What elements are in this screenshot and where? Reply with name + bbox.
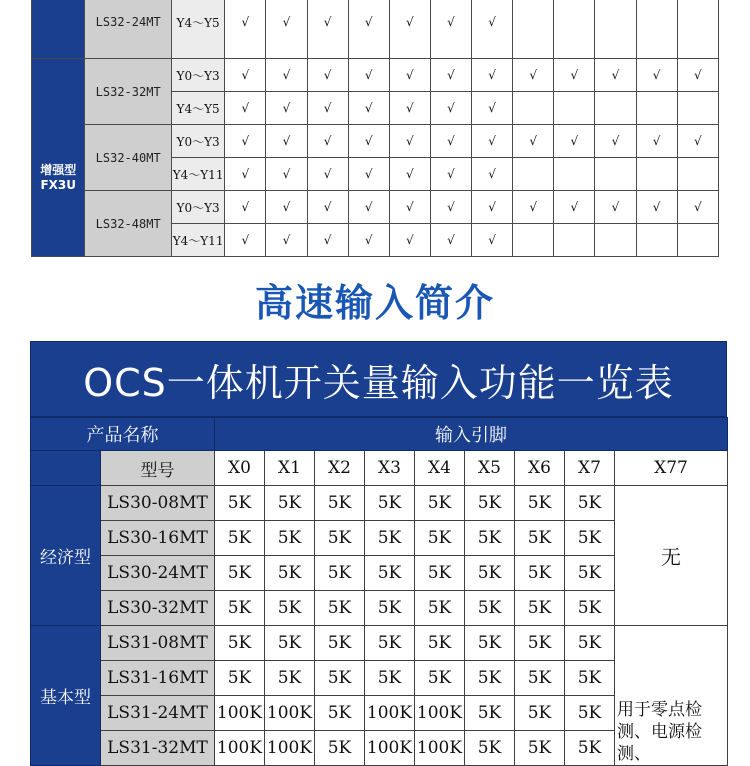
check-cell: √ xyxy=(430,158,471,191)
check-cell: √ xyxy=(472,0,513,59)
check-cell xyxy=(554,158,595,191)
frequency-cell: 5K xyxy=(515,521,565,556)
frequency-cell: 100K xyxy=(265,731,315,766)
frequency-cell: 5K xyxy=(515,696,565,731)
frequency-cell: 5K xyxy=(465,626,515,661)
x77-note: 用于零点检测、电源检测、 xyxy=(615,626,728,766)
frequency-cell: 100K xyxy=(215,731,265,766)
frequency-cell: 5K xyxy=(565,521,615,556)
check-cell xyxy=(595,92,636,125)
frequency-cell: 5K xyxy=(315,556,365,591)
check-cell: √ xyxy=(472,125,513,158)
frequency-cell: 5K xyxy=(465,556,515,591)
check-cell: √ xyxy=(348,92,389,125)
check-cell: √ xyxy=(266,224,307,257)
pin-header: X3 xyxy=(365,451,415,486)
pin-header: X77 xyxy=(615,451,728,486)
table-row xyxy=(32,191,719,224)
model-cell: LS31-24MT xyxy=(101,696,215,731)
check-cell: √ xyxy=(677,191,718,224)
check-cell: √ xyxy=(636,191,677,224)
group-header-blank xyxy=(31,451,101,486)
check-cell: √ xyxy=(348,191,389,224)
table-row xyxy=(32,0,719,59)
frequency-cell: 5K xyxy=(315,626,365,661)
output-function-table xyxy=(31,0,719,257)
input-table-grid xyxy=(30,417,728,766)
frequency-cell: 5K xyxy=(215,486,265,521)
product-name-header: 产品名称 xyxy=(31,418,215,451)
model-cell: LS32-24MT xyxy=(85,0,171,59)
table-row xyxy=(31,486,728,521)
group-label: 经济型 xyxy=(31,486,101,626)
model-cell: LS31-32MT xyxy=(101,731,215,766)
check-cell: √ xyxy=(348,224,389,257)
check-cell: √ xyxy=(266,59,307,92)
check-cell: √ xyxy=(430,92,471,125)
check-cell: √ xyxy=(430,191,471,224)
model-header: 型号 xyxy=(101,451,215,486)
model-cell: LS31-08MT xyxy=(101,626,215,661)
model-cell: LS32-48MT xyxy=(85,191,171,257)
frequency-cell: 5K xyxy=(265,556,315,591)
check-cell: √ xyxy=(307,224,348,257)
check-cell xyxy=(636,224,677,257)
frequency-cell: 5K xyxy=(415,591,465,626)
frequency-cell: 5K xyxy=(315,591,365,626)
check-cell: √ xyxy=(225,158,266,191)
check-cell: √ xyxy=(266,0,307,59)
frequency-cell: 5K xyxy=(365,591,415,626)
pin-header: X2 xyxy=(315,451,365,486)
frequency-cell: 5K xyxy=(315,521,365,556)
check-cell: √ xyxy=(472,59,513,92)
range-cell: Y4～Y5 xyxy=(171,0,224,59)
input-function-table xyxy=(30,341,727,766)
check-cell xyxy=(554,92,595,125)
range-cell: Y4～Y5 xyxy=(171,92,224,125)
frequency-cell: 5K xyxy=(265,486,315,521)
frequency-cell: 5K xyxy=(515,661,565,696)
frequency-cell: 5K xyxy=(265,661,315,696)
frequency-cell: 5K xyxy=(265,591,315,626)
pin-header: X5 xyxy=(465,451,515,486)
frequency-cell: 5K xyxy=(265,521,315,556)
check-cell xyxy=(677,92,718,125)
range-cell: Y4～Y11 xyxy=(171,224,224,257)
check-cell xyxy=(595,0,636,59)
check-cell: √ xyxy=(266,158,307,191)
column-header-row xyxy=(31,451,728,486)
section-heading: 高速输入简介 xyxy=(254,281,495,325)
check-cell: √ xyxy=(430,125,471,158)
frequency-cell: 5K xyxy=(415,661,465,696)
check-cell: √ xyxy=(225,59,266,92)
check-cell: √ xyxy=(307,59,348,92)
table-row xyxy=(32,59,719,92)
check-cell: √ xyxy=(225,191,266,224)
range-cell: Y0～Y3 xyxy=(171,59,224,92)
check-cell xyxy=(677,0,718,59)
group-label: 基本型 xyxy=(31,626,101,766)
check-cell xyxy=(595,158,636,191)
frequency-cell: 100K xyxy=(415,696,465,731)
check-cell xyxy=(636,158,677,191)
frequency-cell: 5K xyxy=(565,626,615,661)
table-row xyxy=(32,125,719,158)
check-cell: √ xyxy=(472,158,513,191)
frequency-cell: 5K xyxy=(515,731,565,766)
check-cell: √ xyxy=(389,125,430,158)
check-cell: √ xyxy=(389,224,430,257)
range-cell: Y0～Y3 xyxy=(171,191,224,224)
pin-header: X6 xyxy=(515,451,565,486)
check-cell: √ xyxy=(430,59,471,92)
frequency-cell: 5K xyxy=(365,521,415,556)
frequency-cell: 5K xyxy=(465,591,515,626)
check-cell: √ xyxy=(389,191,430,224)
frequency-cell: 5K xyxy=(465,731,515,766)
check-cell xyxy=(636,0,677,59)
check-cell: √ xyxy=(554,125,595,158)
check-cell xyxy=(677,158,718,191)
frequency-cell: 5K xyxy=(465,521,515,556)
x77-note: 无 xyxy=(615,486,728,626)
check-cell: √ xyxy=(266,191,307,224)
frequency-cell: 5K xyxy=(365,486,415,521)
model-cell: LS31-16MT xyxy=(101,661,215,696)
check-cell: √ xyxy=(348,125,389,158)
frequency-cell: 5K xyxy=(565,591,615,626)
check-cell xyxy=(513,158,554,191)
frequency-cell: 5K xyxy=(365,556,415,591)
check-cell: √ xyxy=(513,59,554,92)
frequency-cell: 5K xyxy=(415,521,465,556)
pin-header: X4 xyxy=(415,451,465,486)
check-cell: √ xyxy=(307,92,348,125)
check-cell xyxy=(513,0,554,59)
frequency-cell: 5K xyxy=(565,486,615,521)
frequency-cell: 100K xyxy=(365,696,415,731)
frequency-cell: 5K xyxy=(415,486,465,521)
frequency-cell: 5K xyxy=(465,661,515,696)
check-cell: √ xyxy=(472,92,513,125)
frequency-cell: 5K xyxy=(515,556,565,591)
model-cell: LS30-24MT xyxy=(101,556,215,591)
frequency-cell: 5K xyxy=(515,626,565,661)
frequency-cell: 5K xyxy=(565,696,615,731)
frequency-cell: 5K xyxy=(365,626,415,661)
frequency-cell: 5K xyxy=(215,521,265,556)
check-cell: √ xyxy=(513,125,554,158)
table-row xyxy=(31,626,728,661)
frequency-cell: 100K xyxy=(365,731,415,766)
frequency-cell: 100K xyxy=(215,696,265,731)
model-cell: LS30-16MT xyxy=(101,521,215,556)
check-cell: √ xyxy=(266,125,307,158)
check-cell: √ xyxy=(472,191,513,224)
check-cell: √ xyxy=(636,125,677,158)
pin-header: X7 xyxy=(565,451,615,486)
group-label: 增强型 FX3U xyxy=(32,59,85,257)
check-cell: √ xyxy=(348,158,389,191)
check-cell: √ xyxy=(430,224,471,257)
check-cell: √ xyxy=(389,59,430,92)
frequency-cell: 5K xyxy=(565,556,615,591)
check-cell: √ xyxy=(472,224,513,257)
frequency-cell: 5K xyxy=(515,486,565,521)
pin-header: X1 xyxy=(265,451,315,486)
check-cell: √ xyxy=(389,92,430,125)
frequency-cell: 5K xyxy=(315,731,365,766)
check-cell: √ xyxy=(389,158,430,191)
check-cell: √ xyxy=(554,191,595,224)
check-cell xyxy=(513,224,554,257)
frequency-cell: 5K xyxy=(565,731,615,766)
check-cell: √ xyxy=(225,0,266,59)
frequency-cell: 5K xyxy=(515,591,565,626)
check-cell xyxy=(554,0,595,59)
input-pins-header: 输入引脚 xyxy=(215,418,728,451)
model-cell: LS32-32MT xyxy=(85,59,171,125)
check-cell: √ xyxy=(266,92,307,125)
frequency-cell: 5K xyxy=(265,626,315,661)
check-cell: √ xyxy=(307,125,348,158)
check-cell xyxy=(595,224,636,257)
check-cell: √ xyxy=(677,59,718,92)
check-cell xyxy=(636,92,677,125)
frequency-cell: 100K xyxy=(415,731,465,766)
check-cell xyxy=(677,224,718,257)
table-header-row xyxy=(31,418,728,451)
frequency-cell: 100K xyxy=(265,696,315,731)
frequency-cell: 5K xyxy=(215,591,265,626)
check-cell: √ xyxy=(307,191,348,224)
check-cell: √ xyxy=(636,59,677,92)
check-cell: √ xyxy=(595,125,636,158)
frequency-cell: 5K xyxy=(465,486,515,521)
model-cell: LS30-32MT xyxy=(101,591,215,626)
frequency-cell: 5K xyxy=(215,661,265,696)
model-cell: LS30-08MT xyxy=(101,486,215,521)
frequency-cell: 5K xyxy=(415,556,465,591)
frequency-cell: 5K xyxy=(315,696,365,731)
check-cell: √ xyxy=(554,59,595,92)
model-cell: LS32-40MT xyxy=(85,125,171,191)
frequency-cell: 5K xyxy=(215,626,265,661)
check-cell: √ xyxy=(225,125,266,158)
frequency-cell: 5K xyxy=(315,661,365,696)
check-cell: √ xyxy=(225,224,266,257)
check-cell: √ xyxy=(389,0,430,59)
frequency-cell: 5K xyxy=(315,486,365,521)
check-cell: √ xyxy=(513,191,554,224)
frequency-cell: 5K xyxy=(215,556,265,591)
check-cell: √ xyxy=(307,158,348,191)
frequency-cell: 5K xyxy=(465,696,515,731)
check-cell: √ xyxy=(677,125,718,158)
range-cell: Y0～Y3 xyxy=(171,125,224,158)
pin-header: X0 xyxy=(215,451,265,486)
check-cell: √ xyxy=(225,92,266,125)
check-cell: √ xyxy=(595,191,636,224)
check-cell: √ xyxy=(595,59,636,92)
check-cell xyxy=(554,224,595,257)
frequency-cell: 5K xyxy=(415,626,465,661)
table-title: OCS一体机开关量输入功能一览表 xyxy=(30,341,727,417)
group-label-cont xyxy=(32,0,85,59)
range-cell: Y4～Y11 xyxy=(171,158,224,191)
check-cell: √ xyxy=(348,59,389,92)
check-cell: √ xyxy=(430,0,471,59)
check-cell: √ xyxy=(348,0,389,59)
check-cell xyxy=(513,92,554,125)
frequency-cell: 5K xyxy=(365,661,415,696)
check-cell: √ xyxy=(307,0,348,59)
frequency-cell: 5K xyxy=(565,661,615,696)
